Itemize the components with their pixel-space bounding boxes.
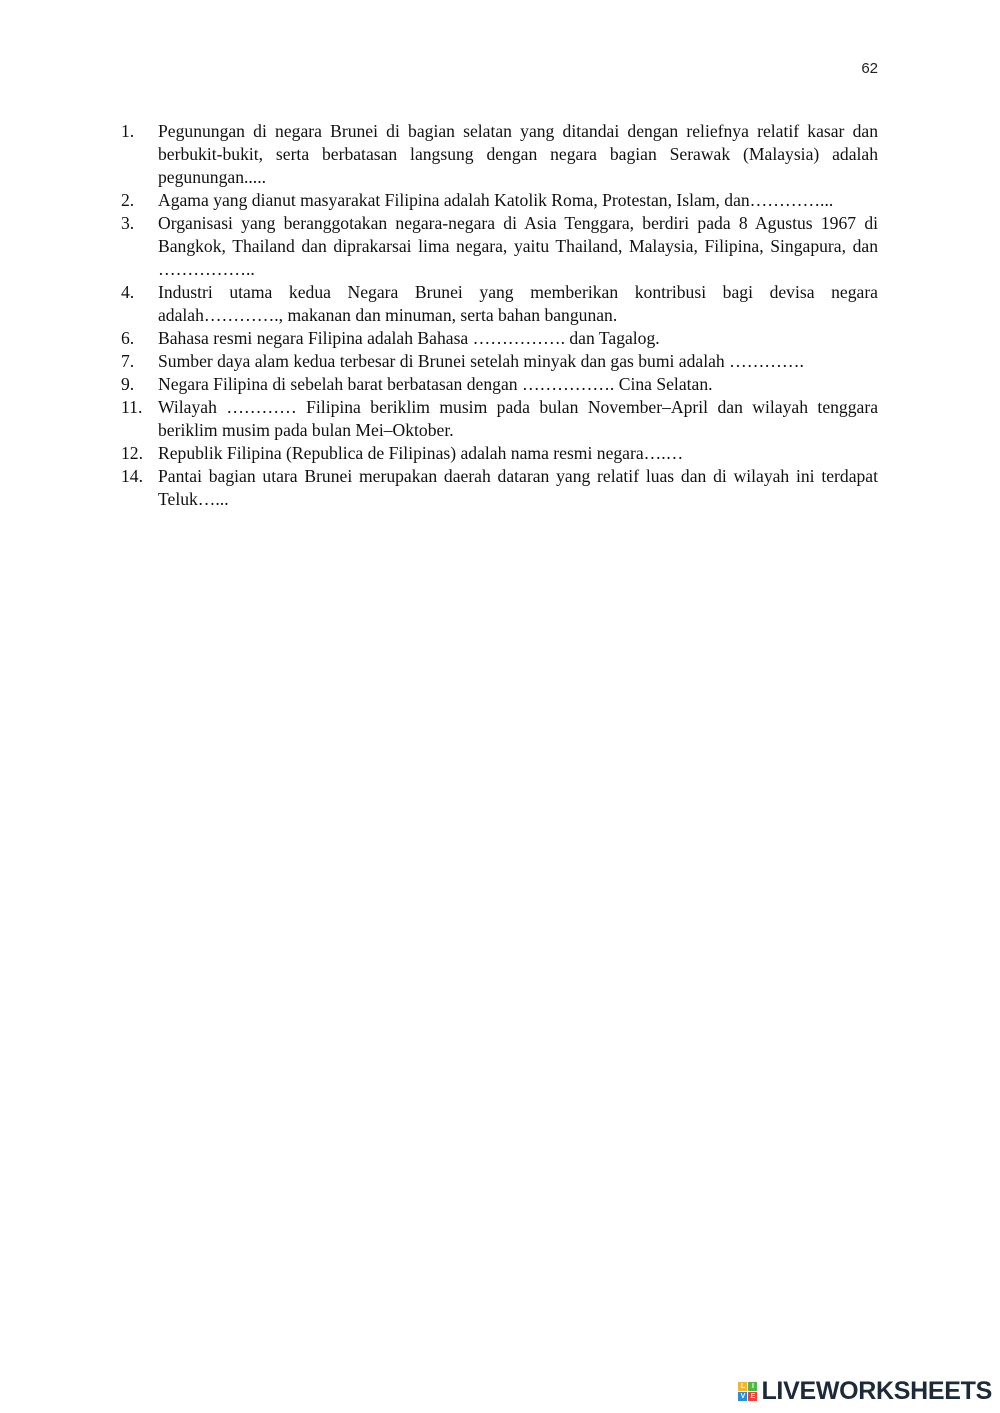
question-number: 12. — [121, 443, 143, 463]
question-text: Negara Filipina di sebelah barat berbatasan dengan ……………. Cina Selatan. — [158, 374, 713, 394]
question-item — [121, 373, 878, 396]
question-text: Industri utama kedua Negara Brunei yang memberikan kontribusi bagi devisa negara adalah…………., makanan dan minuman, serta bahan bangunan. — [158, 282, 878, 325]
logo-tile-i: I — [748, 1382, 757, 1391]
liveworksheets-logo-icon — [738, 1382, 757, 1401]
question-number: 1. — [121, 121, 135, 141]
question-number: 11. — [121, 397, 143, 417]
question-number: 14. — [121, 466, 143, 486]
page-number: 62 — [861, 60, 878, 77]
logo-tile-e: E — [748, 1392, 757, 1401]
question-item — [121, 465, 878, 511]
question-list — [121, 120, 878, 511]
question-number: 4. — [121, 282, 135, 302]
liveworksheets-logo — [738, 1377, 992, 1406]
question-item — [121, 281, 878, 327]
logo-tile-v: V — [738, 1392, 747, 1401]
question-text: Pantai bagian utara Brunei merupakan daerah dataran yang relatif luas dan di wilayah ini terdapat Teluk…... — [158, 466, 878, 509]
question-text: Sumber daya alam kedua terbesar di Brunei setelah minyak dan gas bumi adalah …………. — [158, 351, 804, 371]
question-item — [121, 189, 878, 212]
logo-tile-l: L — [738, 1382, 747, 1391]
question-text: Bahasa resmi negara Filipina adalah Bahasa ……………. dan Tagalog. — [158, 328, 660, 348]
brand-name: LIVEWORKSHEETS — [761, 1377, 992, 1405]
question-item — [121, 212, 878, 281]
question-item — [121, 442, 878, 465]
question-text: Agama yang dianut masyarakat Filipina adalah Katolik Roma, Protestan, Islam, dan…………... — [158, 190, 834, 210]
question-text: Republik Filipina (Republica de Filipinas) adalah nama resmi negara….… — [158, 443, 684, 463]
question-number: 3. — [121, 213, 135, 233]
question-number: 9. — [121, 374, 135, 394]
question-number: 2. — [121, 190, 135, 210]
question-item — [121, 327, 878, 350]
question-item — [121, 396, 878, 442]
question-text: Organisasi yang beranggotakan negara-negara di Asia Tenggara, berdiri pada 8 Agustus 1967 di Bangkok, Thailand dan diprakarsai lima negara, yaitu Thailand, Malaysia, Filipina, Singapura, dan …………….. — [158, 213, 878, 279]
question-text: Pegunungan di negara Brunei di bagian selatan yang ditandai dengan reliefnya relatif kasar dan berbukit-bukit, serta berbatasan langsung dengan negara bagian Serawak (Malaysia) adalah pegunungan..... — [158, 121, 878, 187]
question-text: Wilayah ………… Filipina beriklim musim pada bulan November–April dan wilayah tenggara beriklim musim pada bulan Mei–Oktober. — [158, 397, 878, 440]
question-item — [121, 350, 878, 373]
question-item — [121, 120, 878, 189]
question-number: 6. — [121, 328, 135, 348]
question-number: 7. — [121, 351, 135, 371]
